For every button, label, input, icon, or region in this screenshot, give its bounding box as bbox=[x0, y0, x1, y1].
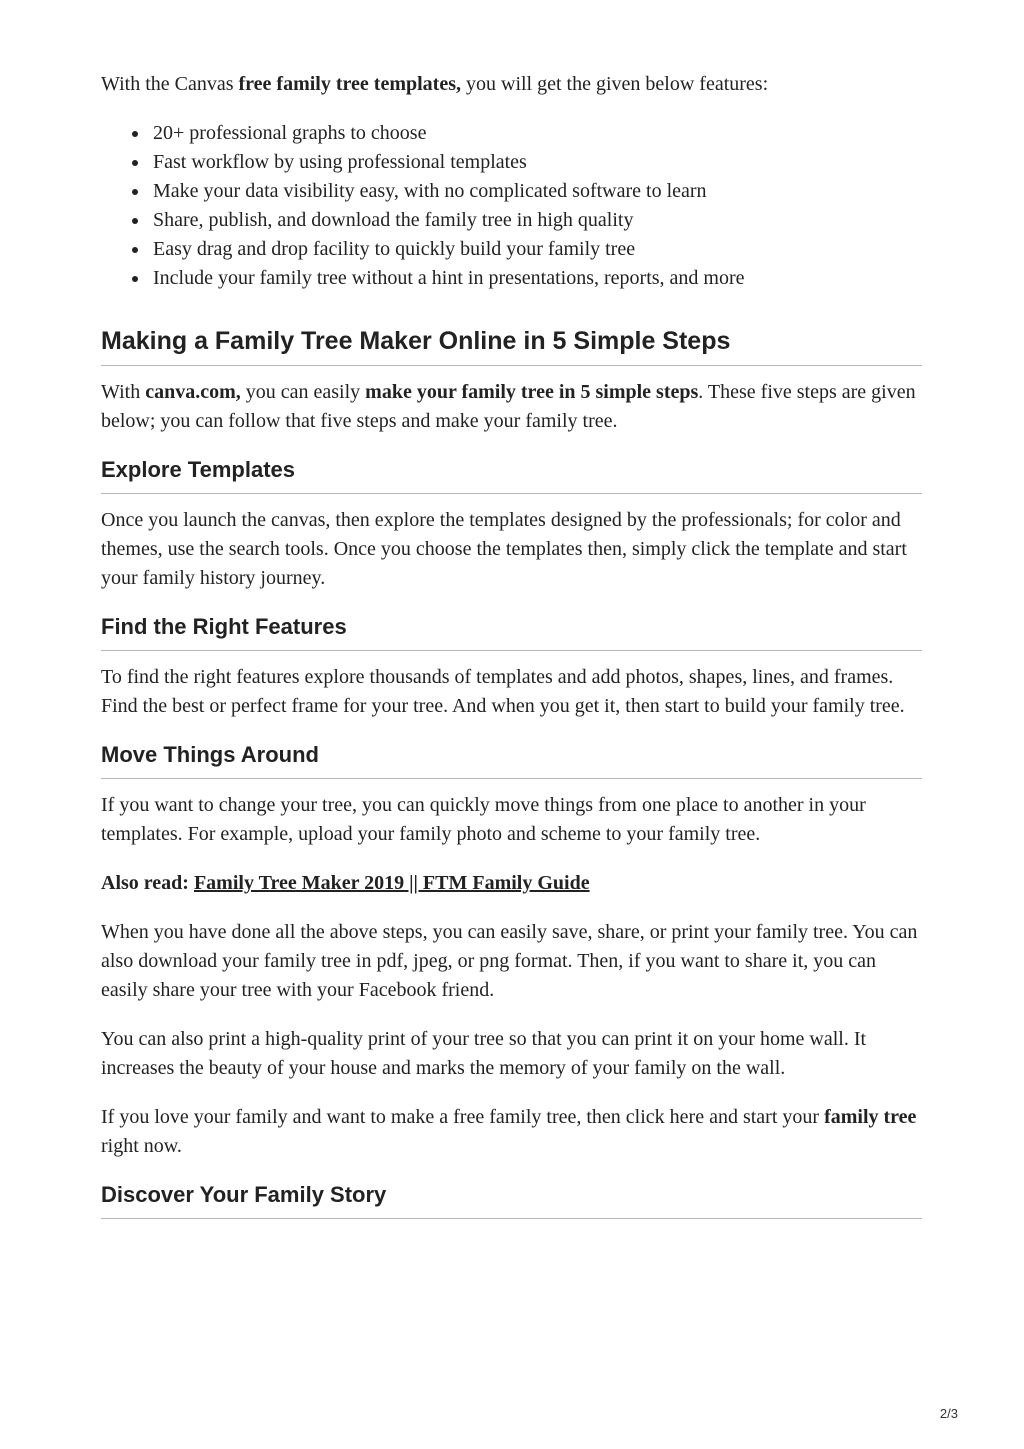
list-item bbox=[101, 235, 922, 264]
intro-text-after: you will get the given below features: bbox=[461, 73, 769, 95]
also-read-label: Also read: bbox=[101, 872, 194, 894]
document-page bbox=[101, 70, 922, 1231]
love-text-after: right now. bbox=[101, 1135, 182, 1157]
move-things-paragraph: If you want to change your tree, you can quickly move things from one place to another in your templates. For example, upload your family photo and scheme to your family tree. bbox=[101, 794, 866, 845]
bullet-icon bbox=[132, 160, 138, 166]
steps-intro-text: With bbox=[101, 381, 146, 403]
bullet-icon bbox=[132, 218, 138, 224]
feature-text: Share, publish, and download the family tree in high quality bbox=[153, 209, 634, 231]
feature-text: Easy drag and drop facility to quickly build your family tree bbox=[153, 238, 636, 260]
intro-text-before: With the Canvas bbox=[101, 73, 239, 95]
love-text-bold: family tree bbox=[824, 1106, 917, 1128]
bullet-icon bbox=[132, 276, 138, 282]
feature-list bbox=[101, 119, 922, 293]
feature-text: Make your data visibility easy, with no complicated software to learn bbox=[153, 180, 707, 202]
feature-text: Fast workflow by using professional templates bbox=[153, 151, 527, 173]
steps-intro-bold-site: canva.com, bbox=[145, 381, 241, 403]
feature-text: 20+ professional graphs to choose bbox=[153, 122, 427, 144]
steps-intro-paragraph bbox=[101, 378, 922, 436]
steps-intro-bold-steps: make your family tree in 5 simple steps bbox=[365, 381, 699, 403]
bullet-icon bbox=[132, 247, 138, 253]
find-features-heading: Find the Right Features bbox=[101, 613, 922, 651]
page-number: 2/3 bbox=[939, 1406, 958, 1421]
love-family-paragraph bbox=[101, 1103, 922, 1161]
main-heading: Making a Family Tree Maker Online in 5 Simple Steps bbox=[101, 325, 922, 366]
steps-intro-text: . These five steps are given below; you can follow that five steps and make your family tree. bbox=[101, 381, 916, 432]
feature-text: Include your family tree without a hint in presentations, reports, and more bbox=[153, 267, 745, 289]
steps-intro-text: you can easily bbox=[240, 381, 366, 403]
intro-text-bold: free family tree templates, bbox=[238, 73, 461, 95]
also-read-paragraph bbox=[101, 869, 922, 898]
move-things-heading: Move Things Around bbox=[101, 741, 922, 779]
discover-story-heading: Discover Your Family Story bbox=[101, 1181, 922, 1219]
bullet-icon bbox=[132, 189, 138, 195]
bullet-icon bbox=[132, 131, 138, 137]
love-text-before: If you love your family and want to make a free family tree, then click here and start your bbox=[101, 1106, 825, 1128]
find-features-paragraph: To find the right features explore thousands of templates and add photos, shapes, lines, and frames. Find the best or perfect frame for your tree. And when you get it, then start to build your family tree. bbox=[101, 666, 905, 717]
print-paragraph: You can also print a high-quality print of your tree so that you can print it on your home wall. It increases the beauty of your house and marks the memory of your family on the wall. bbox=[101, 1028, 867, 1079]
explore-templates-paragraph: Once you launch the canvas, then explore the templates designed by the professionals; for color and themes, use the search tools. Once you choose the templates then, simply click the template and start your family history journey. bbox=[101, 509, 907, 589]
save-share-paragraph: When you have done all the above steps, you can easily save, share, or print your family tree. You can also download your family tree in pdf, jpeg, or png format. Then, if you want to share it, you can easily share your tree with your Facebook friend. bbox=[101, 921, 918, 1001]
explore-templates-heading: Explore Templates bbox=[101, 456, 922, 494]
list-item bbox=[101, 148, 922, 177]
list-item bbox=[101, 177, 922, 206]
list-item bbox=[101, 206, 922, 235]
also-read-link[interactable]: Family Tree Maker 2019 || FTM Family Guide bbox=[193, 872, 590, 894]
list-item bbox=[101, 264, 922, 293]
list-item bbox=[101, 119, 922, 148]
intro-paragraph bbox=[101, 70, 922, 99]
